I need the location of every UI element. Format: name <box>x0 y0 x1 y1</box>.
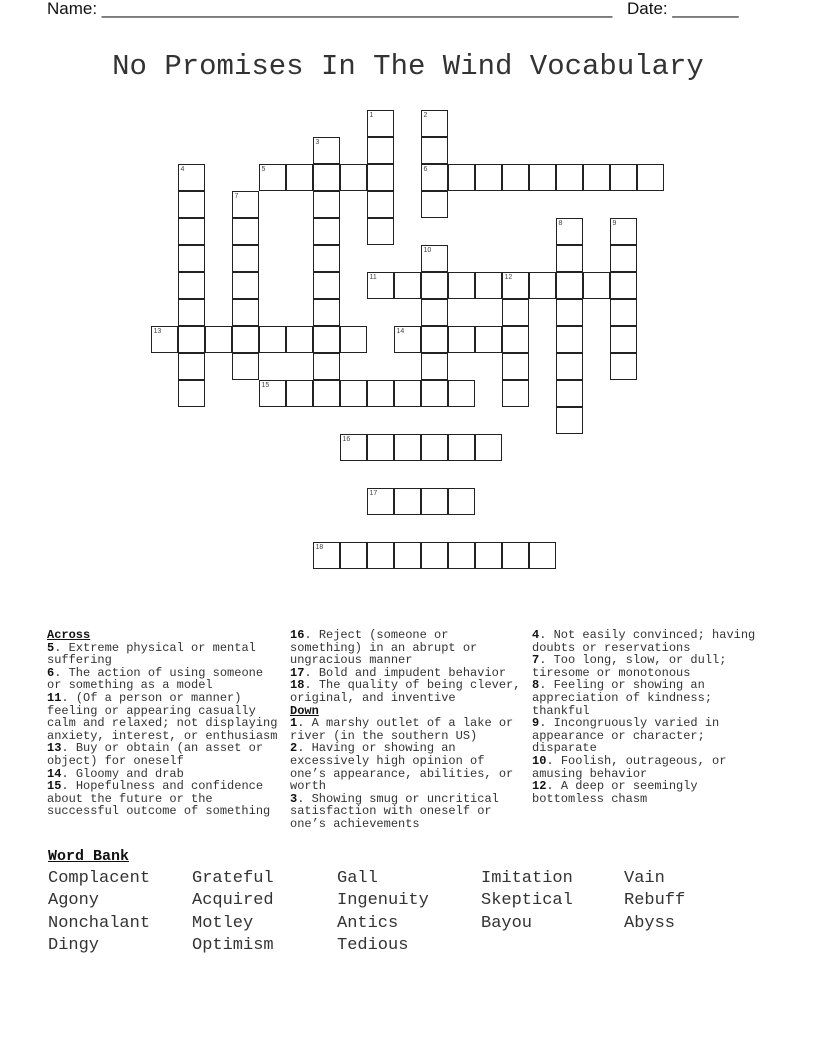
grid-cell[interactable] <box>610 164 637 191</box>
word-bank-word: Imitation <box>481 869 573 888</box>
grid-cell[interactable] <box>367 137 394 164</box>
across-clue: 17. Bold and impudent behavior <box>290 665 507 680</box>
across-clue: 5. Extreme physical or mental suffering <box>47 640 256 668</box>
grid-cell[interactable] <box>313 218 340 245</box>
grid-cell[interactable] <box>502 353 529 380</box>
clue-text: Feeling or showing an appreciation of kindness; thankful <box>532 678 713 718</box>
grid-cell[interactable] <box>583 272 610 299</box>
grid-cell[interactable] <box>610 299 637 326</box>
clue-number: 2 <box>290 741 298 756</box>
down-clue: 9. Incongruously varied in appearance or character; disparate <box>532 716 720 756</box>
grid-cell[interactable] <box>286 326 313 353</box>
grid-cell[interactable] <box>556 326 583 353</box>
grid-cell[interactable] <box>205 326 232 353</box>
clue-number: 11 <box>369 273 377 281</box>
grid-cell[interactable] <box>232 191 259 218</box>
grid-cell[interactable] <box>367 488 394 515</box>
grid-cell[interactable] <box>421 164 448 191</box>
word-bank-word: Skeptical <box>481 891 573 910</box>
clue-number: 12 <box>532 779 547 794</box>
down-clue: 12. A deep or seemingly bottomless chasm <box>532 779 698 806</box>
grid-cell[interactable] <box>232 326 259 353</box>
grid-cell[interactable] <box>340 164 367 191</box>
name-field[interactable]: Name: ______________________________________________________ <box>47 0 613 18</box>
grid-cell[interactable] <box>529 164 556 191</box>
clue-number: 16 <box>342 435 351 443</box>
grid-cell[interactable] <box>475 434 502 461</box>
grid-cell[interactable] <box>313 542 340 569</box>
grid-cell[interactable] <box>556 407 583 434</box>
grid-cell[interactable] <box>286 380 313 407</box>
word-bank-word: Grateful <box>192 869 274 888</box>
grid-cell[interactable] <box>232 272 259 299</box>
grid-cell[interactable] <box>448 488 475 515</box>
clues-column-2 <box>290 629 524 831</box>
page-title: No Promises In The Wind Vocabulary <box>112 50 704 83</box>
grid-cell[interactable] <box>313 326 340 353</box>
grid-cell[interactable] <box>502 380 529 407</box>
grid-cell[interactable] <box>421 488 448 515</box>
grid-cell[interactable] <box>529 542 556 569</box>
clue-number: 10 <box>423 246 432 254</box>
grid-cell[interactable] <box>448 542 475 569</box>
grid-cell[interactable] <box>556 299 583 326</box>
clue-heading: Across <box>47 628 91 642</box>
across-clue: 11. (Of a person or manner) feeling or appearing casually calm and relaxed; not displaying anxiety, interest, or enthusiasm <box>47 690 278 743</box>
grid-cell[interactable] <box>421 137 448 164</box>
clue-text: Buy or obtain (an asset or object) for oneself <box>47 741 264 768</box>
clue-number: 1 <box>369 111 374 119</box>
grid-cell[interactable] <box>232 353 259 380</box>
clue-text: Showing smug or uncritical satisfaction with oneself or one’s achievements <box>290 791 499 831</box>
grid-cell[interactable] <box>340 380 367 407</box>
grid-cell[interactable] <box>610 218 637 245</box>
clue-number: 6 <box>47 665 55 680</box>
clue-number: 18 <box>290 678 305 693</box>
grid-cell[interactable] <box>178 218 205 245</box>
clue-number: 1 <box>290 716 298 731</box>
grid-cell[interactable] <box>178 245 205 272</box>
grid-cell[interactable] <box>394 488 421 515</box>
clue-number: 7 <box>234 192 239 200</box>
word-bank-word: Bayou <box>481 914 533 933</box>
down-clue: 3. Showing smug or uncritical satisfaction with oneself or one’s achievements <box>290 791 499 831</box>
grid-cell[interactable] <box>340 542 367 569</box>
clue-number: 14 <box>396 327 405 335</box>
word-bank-word: Vain <box>624 869 665 888</box>
clue-number: 5 <box>261 165 266 173</box>
clue-text: A deep or seemingly bottomless chasm <box>532 779 698 806</box>
grid-cell[interactable] <box>421 434 448 461</box>
across-clue: 16. Reject (someone or something) in an abrupt or ungracious manner <box>290 628 478 668</box>
word-bank-word: Ingenuity <box>337 891 429 910</box>
grid-cell[interactable] <box>367 434 394 461</box>
grid-cell[interactable] <box>421 191 448 218</box>
grid-cell[interactable] <box>421 299 448 326</box>
grid-cell[interactable] <box>259 326 286 353</box>
grid-cell[interactable] <box>178 164 205 191</box>
grid-cell[interactable] <box>394 542 421 569</box>
down-clue: 10. Foolish, outrageous, or amusing behavior <box>532 753 727 781</box>
grid-cell[interactable] <box>178 353 205 380</box>
grid-cell[interactable] <box>259 380 286 407</box>
grid-cell[interactable] <box>421 353 448 380</box>
grid-cell[interactable] <box>475 326 502 353</box>
clues-column-1 <box>47 629 281 818</box>
clue-number: 4 <box>180 165 185 173</box>
clue-number: 15 <box>261 381 270 389</box>
clue-text: The action of using someone or something as a model <box>47 665 264 693</box>
grid-cell[interactable] <box>421 110 448 137</box>
grid-cell[interactable] <box>610 272 637 299</box>
grid-cell[interactable] <box>313 164 340 191</box>
word-bank-word: Nonchalant <box>48 914 151 933</box>
clue-text: Gloomy and drab <box>75 766 184 781</box>
clue-number: 8 <box>532 678 540 693</box>
grid-cell[interactable] <box>394 380 421 407</box>
clue-number: 2 <box>423 111 428 119</box>
clue-number: 15 <box>47 779 62 794</box>
clue-text: Hopefulness and confidence about the future or the successful outcome of something <box>47 779 271 819</box>
grid-cell[interactable] <box>367 380 394 407</box>
down-clue: 4. Not easily convinced; having doubts or reservations <box>532 628 756 655</box>
clue-number: 6 <box>423 165 428 173</box>
word-bank-word: Tedious <box>337 936 409 955</box>
grid-cell[interactable] <box>367 191 394 218</box>
grid-cell[interactable] <box>556 218 583 245</box>
across-clue: 13. Buy or obtain (an asset or object) for oneself <box>47 741 264 768</box>
grid-cell[interactable] <box>556 245 583 272</box>
grid-cell[interactable] <box>367 542 394 569</box>
grid-cell[interactable] <box>367 164 394 191</box>
clue-number: 10 <box>532 753 547 768</box>
word-bank-word: Agony <box>48 891 100 910</box>
clue-heading: Down <box>290 703 319 718</box>
clue-text: Not easily convinced; having doubts or reservations <box>532 628 756 655</box>
clue-number: 3 <box>290 791 298 806</box>
grid-cell[interactable] <box>529 272 556 299</box>
clue-number: 9 <box>612 219 617 227</box>
grid-cell[interactable] <box>313 380 340 407</box>
across-clue: 18. The quality of being clever, original, and inventive <box>290 678 521 705</box>
clue-number: 3 <box>315 138 320 146</box>
clue-number: 17 <box>290 665 305 680</box>
grid-cell[interactable] <box>232 299 259 326</box>
grid-cell[interactable] <box>610 353 637 380</box>
grid-cell[interactable] <box>583 164 610 191</box>
down-clue: 7. Too long, slow, or dull; tiresome or monotonous <box>532 653 727 680</box>
word-bank-word: Antics <box>337 914 399 933</box>
grid-cell[interactable] <box>502 272 529 299</box>
date-field[interactable]: Date: _______ <box>627 0 739 18</box>
clue-number: 7 <box>532 653 540 668</box>
clue-number: 11 <box>47 690 62 705</box>
word-bank-word: Motley <box>192 914 254 933</box>
word-bank-word: Dingy <box>48 936 100 955</box>
grid-cell[interactable] <box>475 164 502 191</box>
grid-cell[interactable] <box>340 326 367 353</box>
word-bank-word: Complacent <box>48 869 151 888</box>
clue-number: 4 <box>532 628 540 642</box>
down-clue: 1. A marshy outlet of a lake or river (in the southern US) <box>290 716 514 743</box>
grid-cell[interactable] <box>313 137 340 164</box>
grid-cell[interactable] <box>448 272 475 299</box>
grid-cell[interactable] <box>556 164 583 191</box>
clue-number: 9 <box>532 716 540 731</box>
clue-text: The quality of being clever, original, and inventive <box>290 678 521 705</box>
clue-number: 8 <box>558 219 563 227</box>
down-clue: 2. Having or showing an excessively high opinion of one’s appearance, abilities, or worth <box>290 741 514 794</box>
grid-cell[interactable] <box>313 191 340 218</box>
word-bank-word: Rebuff <box>624 891 686 910</box>
word-bank-word: Gall <box>337 869 378 888</box>
grid-cell[interactable] <box>367 110 394 137</box>
word-bank-word: Optimism <box>192 936 274 955</box>
clue-text: Having or showing an excessively high opinion of one’s appearance, abilities, or worth <box>290 741 514 794</box>
clue-number: 5 <box>47 640 55 655</box>
grid-cell[interactable] <box>421 542 448 569</box>
grid-cell[interactable] <box>259 164 286 191</box>
grid-cell[interactable] <box>502 299 529 326</box>
grid-cell[interactable] <box>313 272 340 299</box>
clue-number: 13 <box>153 327 162 335</box>
clue-number: 16 <box>290 628 305 642</box>
grid-cell[interactable] <box>178 272 205 299</box>
grid-cell[interactable] <box>556 272 583 299</box>
grid-cell[interactable] <box>394 326 421 353</box>
clue-text: Bold and impudent behavior <box>318 665 507 680</box>
clue-text: Incongruously varied in appearance or character; disparate <box>532 716 720 756</box>
grid-cell[interactable] <box>340 434 367 461</box>
grid-cell[interactable] <box>637 164 664 191</box>
grid-cell[interactable] <box>313 245 340 272</box>
clue-text: A marshy outlet of a lake or river (in the southern US) <box>290 716 514 743</box>
grid-cell[interactable] <box>313 353 340 380</box>
grid-cell[interactable] <box>610 245 637 272</box>
grid-cell[interactable] <box>448 434 475 461</box>
grid-cell[interactable] <box>421 326 448 353</box>
grid-cell[interactable] <box>502 542 529 569</box>
grid-cell[interactable] <box>475 272 502 299</box>
grid-cell[interactable] <box>178 299 205 326</box>
grid-cell[interactable] <box>448 164 475 191</box>
grid-cell[interactable] <box>556 380 583 407</box>
grid-cell[interactable] <box>151 326 178 353</box>
clue-number: 17 <box>369 489 378 497</box>
grid-cell[interactable] <box>286 164 313 191</box>
across-clue: 14. Gloomy and drab <box>47 766 184 781</box>
grid-cell[interactable] <box>178 326 205 353</box>
grid-cell[interactable] <box>178 380 205 407</box>
grid-cell[interactable] <box>502 326 529 353</box>
grid-cell[interactable] <box>556 353 583 380</box>
grid-cell[interactable] <box>610 326 637 353</box>
clue-text: (Of a person or manner) feeling or appearing casually calm and relaxed; not displaying anxiety, interest, or enthusiasm <box>47 690 278 743</box>
clue-number: 14 <box>47 766 62 781</box>
grid-cell[interactable] <box>502 164 529 191</box>
clue-text: Reject (someone or something) in an abrupt or ungracious manner <box>290 628 478 668</box>
grid-cell[interactable] <box>475 542 502 569</box>
grid-cell[interactable] <box>448 326 475 353</box>
word-bank-word: Acquired <box>192 891 274 910</box>
clue-number: 12 <box>504 273 513 281</box>
across-clue: 15. Hopefulness and confidence about the future or the successful outcome of something <box>47 779 271 819</box>
grid-cell[interactable] <box>313 299 340 326</box>
grid-cell[interactable] <box>178 191 205 218</box>
clues-column-3 <box>532 629 766 805</box>
grid-cell[interactable] <box>421 245 448 272</box>
clue-number: 18 <box>315 543 324 551</box>
down-clue: 8. Feeling or showing an appreciation of kindness; thankful <box>532 678 713 718</box>
across-clue: 6. The action of using someone or something as a model <box>47 665 264 693</box>
grid-cell[interactable] <box>394 272 421 299</box>
grid-cell[interactable] <box>394 434 421 461</box>
grid-cell[interactable] <box>421 380 448 407</box>
grid-cell[interactable] <box>421 272 448 299</box>
word-bank-title: Word Bank <box>48 848 130 865</box>
clue-text: Too long, slow, or dull; tiresome or monotonous <box>532 653 727 680</box>
clue-number: 13 <box>47 741 62 756</box>
clue-text: Foolish, outrageous, or amusing behavior <box>532 753 727 781</box>
word-bank-word: Abyss <box>624 914 676 933</box>
clue-text: Extreme physical or mental suffering <box>47 640 256 668</box>
grid-cell[interactable] <box>232 245 259 272</box>
grid-cell[interactable] <box>448 380 475 407</box>
grid-cell[interactable] <box>367 218 394 245</box>
grid-cell[interactable] <box>232 218 259 245</box>
grid-cell[interactable] <box>367 272 394 299</box>
